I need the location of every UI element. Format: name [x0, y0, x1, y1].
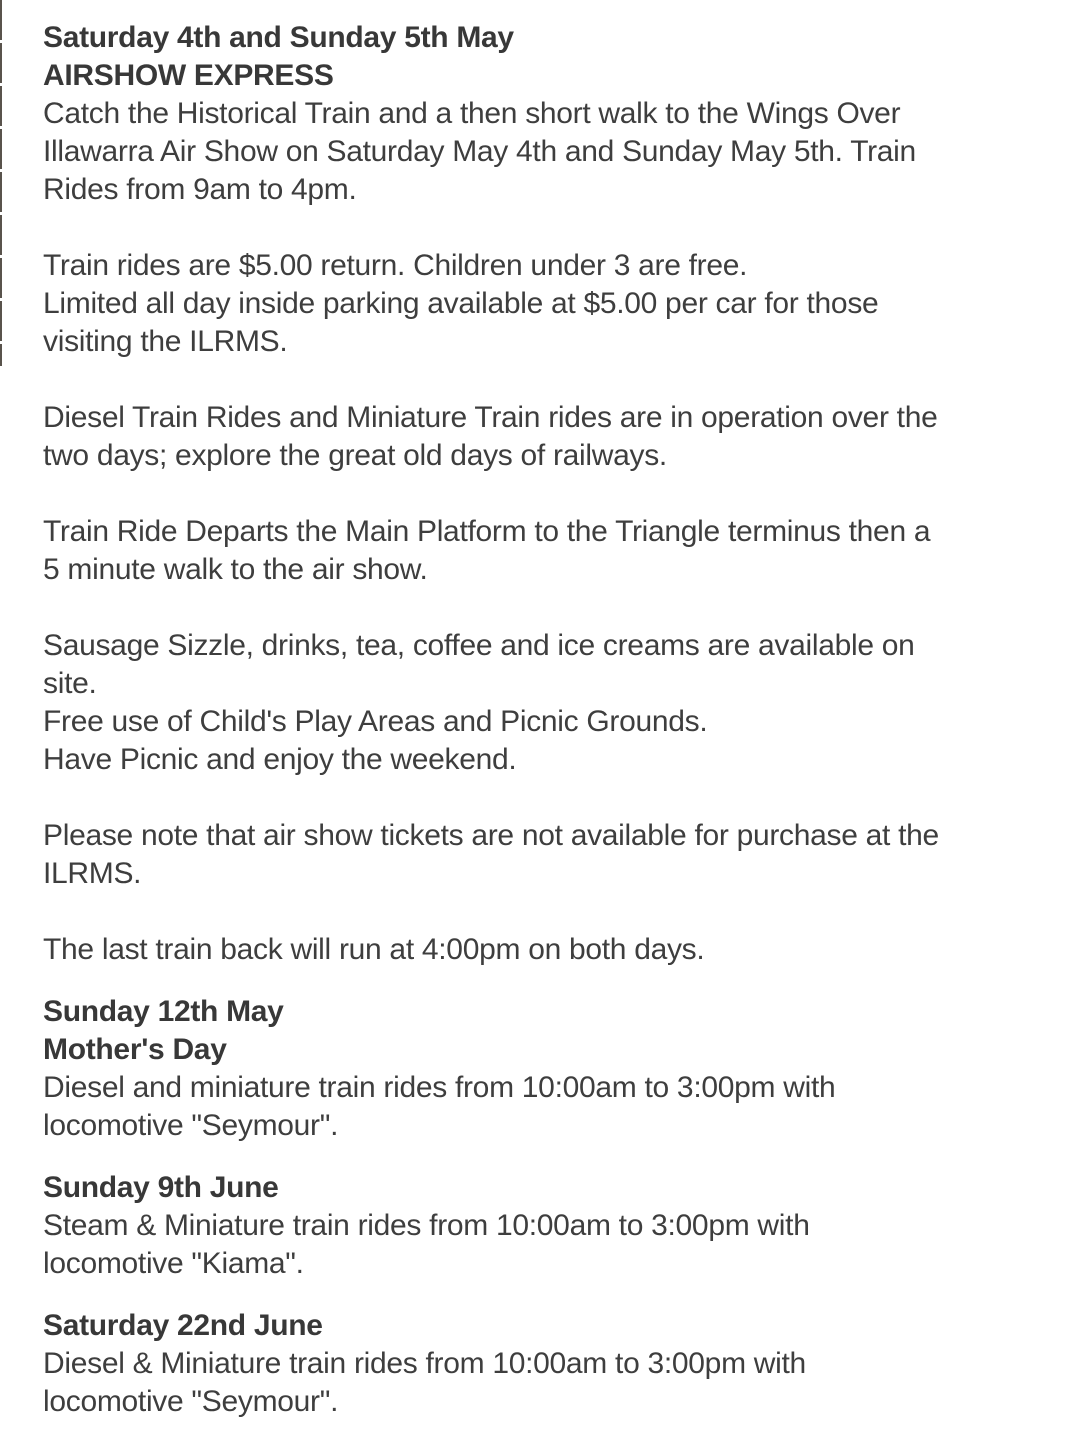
- event-date-heading: Saturday 22nd June: [43, 1309, 323, 1342]
- text-line: Rides from 9am to 4pm.: [43, 173, 357, 206]
- text-line: Diesel & Miniature train rides from 10:00am to 3:00pm with: [43, 1347, 806, 1380]
- june-22-event-block: [43, 1307, 1060, 1421]
- june-9-event-block: [43, 1169, 1060, 1283]
- text-line: Free use of Child's Play Areas and Picnic Grounds.: [43, 705, 708, 738]
- text-line: Train Ride Departs the Main Platform to the Triangle terminus then a: [43, 515, 931, 548]
- food-facilities-block: [43, 627, 1060, 779]
- text-line: 5 minute walk to the air show.: [43, 553, 428, 586]
- ticket-note-block: [43, 817, 1060, 893]
- text-line: site.: [43, 667, 97, 700]
- airshow-event-block: [43, 19, 1060, 209]
- event-title-heading: AIRSHOW EXPRESS: [43, 59, 334, 92]
- events-text-content: [43, 19, 1060, 1421]
- event-title-heading: Mother's Day: [43, 1033, 227, 1066]
- text-line: ILRMS.: [43, 857, 142, 890]
- text-line: Have Picnic and enjoy the weekend.: [43, 743, 517, 776]
- last-train-block: [43, 931, 1060, 969]
- text-line: Please note that air show tickets are not available for purchase at the: [43, 819, 939, 852]
- text-line: visiting the ILRMS.: [43, 325, 288, 358]
- event-date-heading: Saturday 4th and Sunday 5th May: [43, 21, 514, 54]
- text-line: Steam & Miniature train rides from 10:00am to 3:00pm with: [43, 1209, 810, 1242]
- text-line: two days; explore the great old days of railways.: [43, 439, 667, 472]
- text-line: The last train back will run at 4:00pm on both days.: [43, 933, 705, 966]
- text-line: locomotive "Seymour".: [43, 1109, 339, 1142]
- event-date-heading: Sunday 9th June: [43, 1171, 279, 1204]
- departure-block: [43, 513, 1060, 589]
- fares-parking-block: [43, 247, 1060, 361]
- left-edge-artifact-line: [0, 0, 2, 366]
- mothers-day-event-block: [43, 993, 1060, 1145]
- text-line: locomotive "Kiama".: [43, 1247, 304, 1280]
- text-line: Illawarra Air Show on Saturday May 4th and Sunday May 5th. Train: [43, 135, 916, 168]
- text-line: Limited all day inside parking available at $5.00 per car for those: [43, 287, 879, 320]
- text-line: Train rides are $5.00 return. Children under 3 are free.: [43, 249, 748, 282]
- diesel-miniature-block: [43, 399, 1060, 475]
- text-line: Diesel Train Rides and Miniature Train rides are in operation over the: [43, 401, 938, 434]
- text-line: Diesel and miniature train rides from 10:00am to 3:00pm with: [43, 1071, 836, 1104]
- text-line: locomotive "Seymour".: [43, 1385, 339, 1418]
- text-line: Sausage Sizzle, drinks, tea, coffee and ice creams are available on: [43, 629, 915, 662]
- event-date-heading: Sunday 12th May: [43, 995, 284, 1028]
- text-line: Catch the Historical Train and a then short walk to the Wings Over: [43, 97, 901, 130]
